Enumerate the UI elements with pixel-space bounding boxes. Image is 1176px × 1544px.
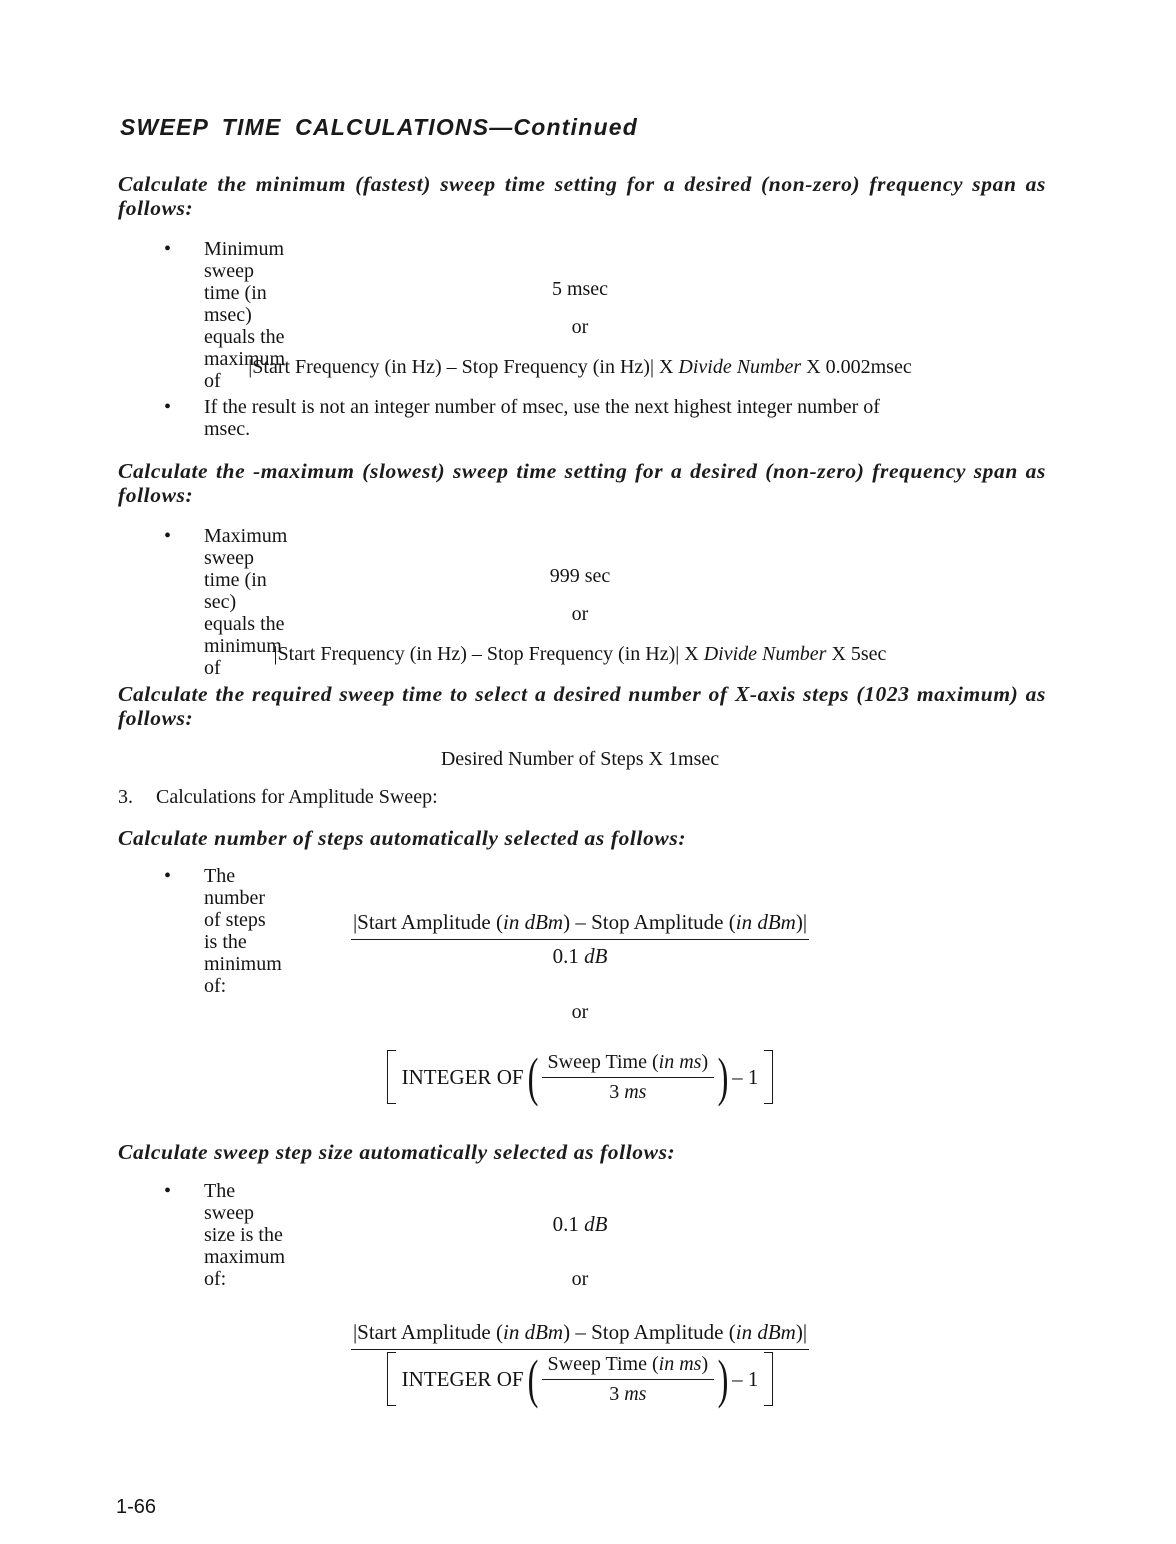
min-sweep-lead: Calculate the minimum (fastest) sweep time setting for a desired (non-zero) frequency span as follows: — [118, 172, 1046, 220]
right-bracket — [764, 1050, 773, 1104]
min-sweep-value: 5 msec — [551, 278, 609, 300]
steps-lead: Calculate the required sweep time to select a desired number of X-axis steps (1023 maximum) as follows: — [118, 682, 1046, 730]
left-paren: ( — [527, 1047, 538, 1107]
fraction-numerator — [542, 1051, 715, 1078]
amplitude-fraction-1 — [0, 910, 1160, 969]
bullet-text: Maximum sweep time (in sec) equals the minimum of — [204, 525, 288, 679]
num-text: ) — [701, 1050, 709, 1073]
num-text: |Start Amplitude ( — [352, 910, 503, 934]
right-paren: ) — [717, 1349, 729, 1409]
fraction-denominator — [609, 1078, 646, 1104]
fraction — [351, 910, 809, 969]
num-text: |Start Amplitude ( — [352, 1320, 503, 1344]
formula-text: |Start Frequency (in Hz) – Stop Frequency (in Hz)| X — [273, 643, 704, 665]
left-paren: ( — [527, 1349, 538, 1409]
or-text: or — [571, 316, 589, 338]
den-italic: ms — [624, 1382, 647, 1405]
integer-of-label: INTEGER OF — [401, 1064, 524, 1089]
page-title: SWEEP TIME CALCULATIONS—Continued — [120, 114, 638, 140]
right-paren: ) — [717, 1047, 729, 1107]
step-size-value — [0, 1212, 1160, 1237]
num-italic: in dBm — [503, 1320, 564, 1344]
num-text: Sweep Time ( — [547, 1352, 659, 1375]
bullet-dot: • — [164, 525, 172, 547]
step-size-lead: Calculate sweep step size automatically selected as follows: — [118, 1140, 676, 1164]
num-text: ) – Stop Amplitude ( — [563, 910, 736, 934]
num-text: Sweep Time ( — [547, 1050, 659, 1073]
bracket-group — [387, 1047, 774, 1107]
or-text: or — [571, 1268, 589, 1290]
bullet-text: The sweep size is the maximum of: — [204, 1180, 286, 1290]
num-italic: in ms — [658, 1352, 702, 1375]
fraction-numerator — [351, 1320, 809, 1350]
steps-auto-lead: Calculate number of steps automatically selected as follows: — [118, 826, 687, 850]
formula-italic: Divide Number — [703, 643, 827, 665]
num-italic: in ms — [658, 1050, 702, 1073]
amplitude-fraction-2 — [0, 1320, 1160, 1412]
fraction-numerator — [542, 1353, 715, 1380]
bullet-text — [204, 396, 1054, 440]
steps-formula: Desired Number of Steps X 1msec — [440, 748, 720, 770]
left-bracket — [387, 1352, 396, 1406]
bullet-dot: • — [164, 238, 172, 260]
integer-of-label: INTEGER OF — [401, 1366, 524, 1391]
or-text: or — [571, 603, 589, 625]
minus-one: – 1 — [732, 1366, 759, 1391]
page-number: 1-66 — [116, 1496, 157, 1518]
bullet-text: Minimum sweep time (in msec) equals the maximum of — [204, 238, 286, 392]
fraction — [351, 1320, 809, 1412]
formula-italic: Divide Number — [678, 356, 802, 378]
value-text: 0.1 — [552, 1212, 585, 1236]
den-italic: ms — [624, 1080, 647, 1103]
bullet-dot: • — [164, 1180, 172, 1202]
bullet-text: The number of steps is the minimum of: — [204, 865, 282, 997]
bullet-line: msec. — [204, 418, 251, 440]
section-title: Calculations for Amplitude Sweep: — [156, 786, 438, 808]
num-text: )| — [795, 910, 808, 934]
num-italic: in dBm — [735, 1320, 796, 1344]
bracket-group — [387, 1349, 774, 1409]
section-number: 3. — [118, 786, 133, 808]
num-text: )| — [795, 1320, 808, 1344]
fraction-denominator — [387, 1350, 774, 1412]
den-italic: dB — [584, 944, 608, 968]
num-italic: in dBm — [735, 910, 796, 934]
den-text: 3 — [609, 1080, 625, 1103]
value-italic: dB — [584, 1212, 608, 1236]
sweep-time-fraction — [542, 1051, 715, 1104]
num-italic: in dBm — [503, 910, 564, 934]
num-text: ) – Stop Amplitude ( — [563, 1320, 736, 1344]
den-text: 3 — [609, 1382, 625, 1405]
fraction-denominator — [553, 940, 608, 969]
max-sweep-value: 999 sec — [549, 565, 611, 587]
bullet-dot: • — [164, 865, 172, 887]
bullet-line: If the result is not an integer number of msec, use the next highest integer number of — [204, 396, 880, 418]
bullet-dot: • — [164, 396, 172, 418]
sweep-time-fraction — [542, 1353, 715, 1406]
right-bracket — [764, 1352, 773, 1406]
minus-one: – 1 — [732, 1064, 759, 1089]
formula-text: |Start Frequency (in Hz) – Stop Frequency (in Hz)| X — [248, 356, 679, 378]
fraction-numerator — [351, 910, 809, 940]
section-heading — [118, 786, 438, 809]
formula-text: X 5sec — [826, 643, 887, 665]
left-bracket — [387, 1050, 396, 1104]
min-sweep-formula — [0, 356, 1160, 379]
den-text: 0.1 — [552, 944, 585, 968]
max-sweep-lead: Calculate the -maximum (slowest) sweep time setting for a desired (non-zero) frequency span as follows: — [118, 459, 1046, 507]
max-sweep-formula — [0, 643, 1160, 666]
or-text: or — [571, 1001, 589, 1023]
num-text: ) — [701, 1352, 709, 1375]
integer-of-expression-1 — [0, 1047, 1160, 1107]
fraction-denominator — [609, 1380, 646, 1406]
formula-text: X 0.002msec — [801, 356, 912, 378]
